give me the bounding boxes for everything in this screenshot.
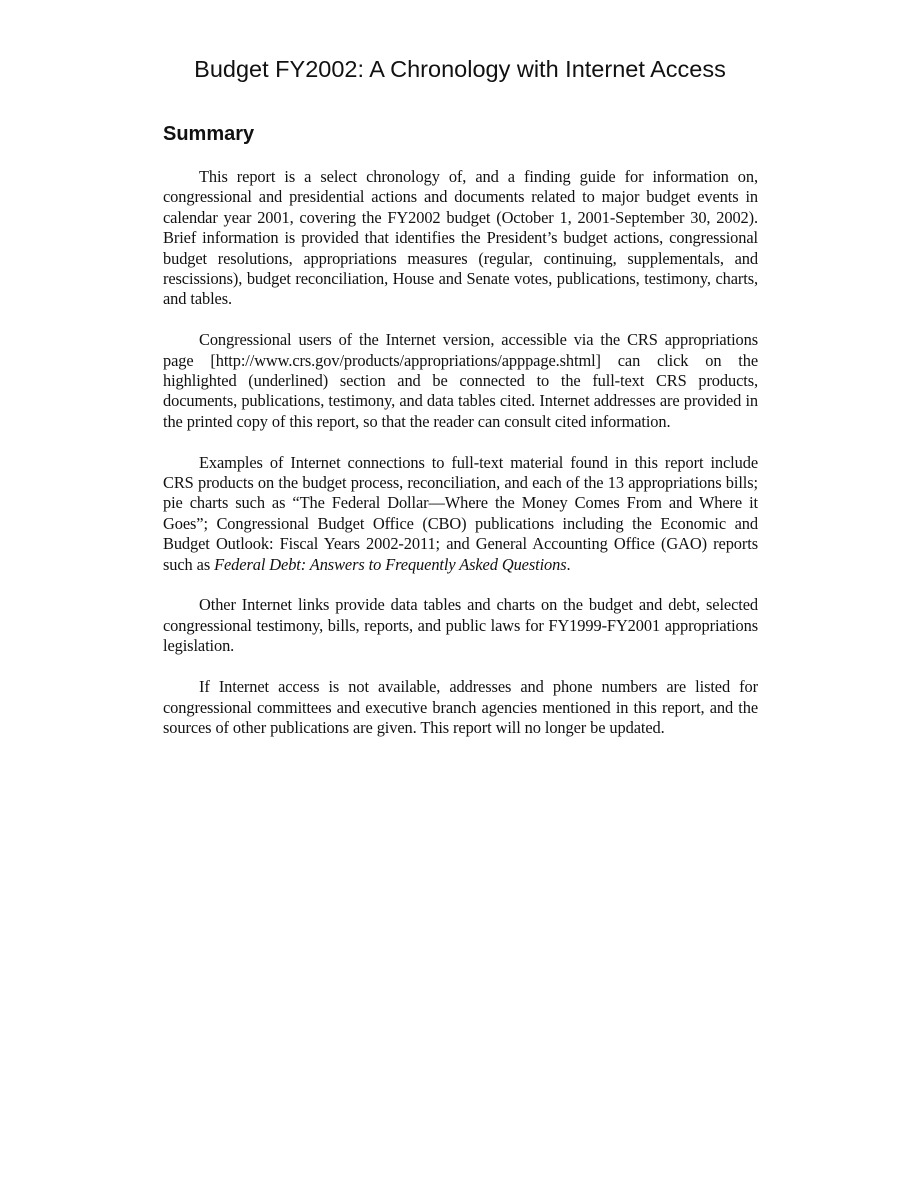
paragraph-3-text: Examples of Internet connections to full-text material found in this report include CRS products on the budget process, reconciliation, and each of the 13 appropriations bills; pie charts such as “The Federal Dollar—Where the Money Comes From and Where it Goes”; Congressional Budget Office (CBO) publications including the Economic and Budget Outlook: Fiscal Years 2002-2011; and General Accounting Office (GAO) reports such as [163, 452, 758, 574]
gao-report-title: Federal Debt: Answers to Frequently Asked Questions [214, 554, 567, 574]
summary-paragraph-2: Congressional users of the Internet version, accessible via the CRS appropriations page [http://www.crs.gov/products/appropriations/apppage.shtml] can click on the highlighted (underlined) section and be connected to the full-text CRS products, documents, publications, testimony, and data tables cited. Internet addresses are provided in the printed copy of this report, so that the reader can consult cited information. [163, 330, 758, 431]
section-heading-summary: Summary [163, 123, 255, 145]
summary-paragraph-5: If Internet access is not available, addresses and phone numbers are listed for congressional committees and executive branch agencies mentioned in this report, and the sources of other publications are given. This report will no longer be updated. [163, 677, 758, 737]
summary-paragraph-3 [163, 453, 758, 575]
document-title: Budget FY2002: A Chronology with Internet Access [194, 56, 726, 82]
summary-paragraph-1: This report is a select chronology of, and a finding guide for information on, congressional and presidential actions and documents related to major budget events in calendar year 2001, covering the FY2002 budget (October 1, 2001-September 30, 2002). Brief information is provided that identifies the President’s budget actions, congressional budget resolutions, appropriations measures (regular, continuing, supplementals, and rescissions), budget reconciliation, House and Senate votes, publications, testimony, charts, and tables. [163, 167, 758, 309]
summary-paragraph-4: Other Internet links provide data tables and charts on the budget and debt, selected congressional testimony, bills, reports, and public laws for FY1999-FY2001 appropriations legislation. [163, 595, 758, 656]
summary-body [163, 167, 758, 759]
paragraph-3-end: . [566, 554, 571, 574]
